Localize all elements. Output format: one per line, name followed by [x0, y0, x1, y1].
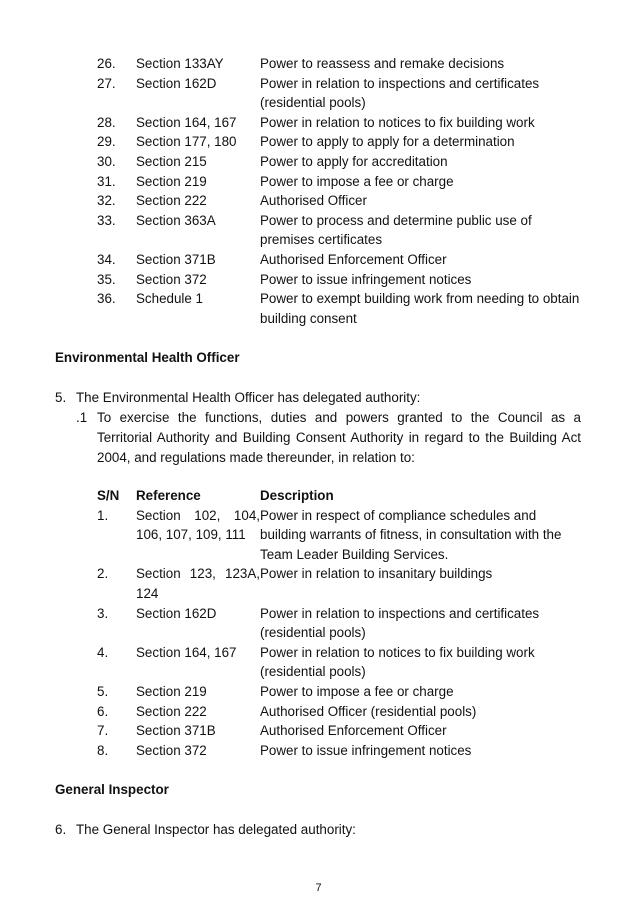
cell-reference: Section 219: [136, 173, 207, 189]
table-row: [97, 152, 581, 172]
cell-sn: 3.: [97, 605, 109, 621]
cell-description: Authorised Officer (residential pools): [260, 703, 477, 719]
table-row: [97, 250, 581, 270]
table-row: [97, 604, 581, 643]
table-row: [97, 702, 581, 722]
cell-description: Authorised Officer: [260, 193, 367, 209]
cell-sn: 1.: [97, 507, 109, 523]
cell-sn: 26.: [97, 56, 116, 71]
cell-reference: Section 222: [136, 193, 207, 209]
column-header-reference: Reference: [136, 488, 201, 503]
cell-sn: 31.: [97, 173, 116, 189]
cell-reference: Section 164, 167: [136, 644, 237, 660]
cell-sn: 5.: [97, 683, 109, 699]
cell-description: Power in relation to insanitary buildings: [260, 566, 493, 582]
cell-description: Power to issue infringement notices: [260, 271, 472, 287]
item-number-6: 6.: [55, 822, 67, 837]
cell-sn: 8.: [97, 742, 109, 758]
cell-reference: Section 222: [136, 703, 207, 719]
cell-sn: 28.: [97, 114, 116, 130]
subitem-number-5-1: .1: [76, 410, 88, 425]
column-header-description: Description: [260, 488, 334, 503]
cell-description: Power to reassess and remake decisions: [260, 56, 505, 71]
cell-reference: Section 162D: [136, 75, 217, 91]
cell-description: Power in relation to notices to fix building work (residential pools): [260, 644, 535, 680]
delegation-table-building-body: [97, 54, 581, 328]
cell-reference: Section 177, 180: [136, 134, 237, 150]
cell-description: Power in relation to inspections and certificates (residential pools): [260, 605, 540, 641]
cell-description: Power in relation to inspections and certificates (residential pools): [260, 75, 540, 111]
cell-reference: Section 123, 123A, 124: [136, 566, 260, 601]
cell-reference: Section 162D: [136, 605, 217, 621]
cell-sn: 29.: [97, 134, 116, 150]
column-header-sn: S/N: [97, 488, 120, 503]
table-row: [97, 741, 581, 761]
cell-description: Authorised Enforcement Officer: [260, 251, 447, 267]
cell-reference: Section 219: [136, 683, 207, 699]
cell-sn: 34.: [97, 251, 116, 267]
cell-reference: Section 371B: [136, 251, 216, 267]
table-row: [97, 721, 581, 741]
item-number-5: 5.: [55, 390, 67, 405]
cell-reference: Section 363A: [136, 212, 216, 228]
item-text-5: The Environmental Health Officer has delegated authority:: [76, 390, 421, 405]
delegation-table-building: [97, 54, 581, 328]
cell-reference: Section 371B: [136, 723, 216, 739]
table-row: [97, 564, 581, 603]
cell-reference: Section 164, 167: [136, 114, 237, 130]
table-row: [97, 211, 581, 250]
page-number: 7: [315, 882, 322, 894]
cell-reference: Section 372: [136, 742, 207, 758]
table-row: [97, 682, 581, 702]
item-text-6: The General Inspector has delegated authority:: [76, 822, 356, 837]
table-row: [97, 113, 581, 133]
table-row: [97, 74, 581, 113]
delegation-table-ehs: [97, 486, 581, 760]
cell-reference: Schedule 1: [136, 291, 204, 307]
cell-description: Power to process and determine public use of premises certificates: [260, 212, 532, 248]
section-heading-general-inspector: General Inspector: [55, 782, 169, 797]
table-row: [97, 191, 581, 211]
cell-sn: 27.: [97, 75, 116, 91]
cell-reference: Section 215: [136, 153, 207, 169]
cell-reference: Section 102, 104, 106, 107, 109, 111: [136, 507, 260, 543]
cell-sn: 2.: [97, 566, 109, 582]
cell-sn: 35.: [97, 271, 116, 287]
table-row: [97, 172, 581, 192]
cell-description: Power in relation to notices to fix building work: [260, 114, 535, 130]
cell-sn: 4.: [97, 644, 109, 660]
cell-description: Power to apply for accreditation: [260, 153, 448, 169]
cell-description: Authorised Enforcement Officer: [260, 723, 447, 739]
cell-sn: 36.: [97, 291, 116, 307]
table-row: [97, 270, 581, 290]
section-heading-environmental-health-officer: Environmental Health Officer: [55, 350, 240, 365]
cell-description: Power in respect of compliance schedules and building warrants of fitness, in consultation with the Team Leader Building Services.: [260, 507, 562, 562]
table-header-row: [97, 486, 581, 506]
table-row: [97, 54, 581, 74]
cell-sn: 33.: [97, 212, 116, 228]
cell-sn: 32.: [97, 193, 116, 209]
cell-description: Power to apply to apply for a determination: [260, 134, 515, 150]
table-row: [97, 289, 581, 328]
cell-description: Power to impose a fee or charge: [260, 173, 454, 189]
cell-sn: 6.: [97, 703, 109, 719]
cell-sn: 30.: [97, 153, 116, 169]
delegation-table-ehs-body: [97, 506, 581, 761]
table-row: [97, 132, 581, 152]
cell-description: Power to issue infringement notices: [260, 742, 472, 758]
subitem-text-5-1: To exercise the functions, duties and powers granted to the Council as a Territorial Authority and Building Consent Authority in regard to the Building Act 2004, and regulations made thereunder, in relation to:: [97, 410, 581, 465]
table-row: [97, 506, 581, 565]
cell-reference: Section 372: [136, 271, 207, 287]
table-row: [97, 643, 581, 682]
cell-sn: 7.: [97, 723, 109, 739]
cell-description: Power to exempt building work from needing to obtain building consent: [260, 291, 580, 326]
cell-description: Power to impose a fee or charge: [260, 683, 454, 699]
cell-reference: Section 133AY: [136, 56, 224, 71]
